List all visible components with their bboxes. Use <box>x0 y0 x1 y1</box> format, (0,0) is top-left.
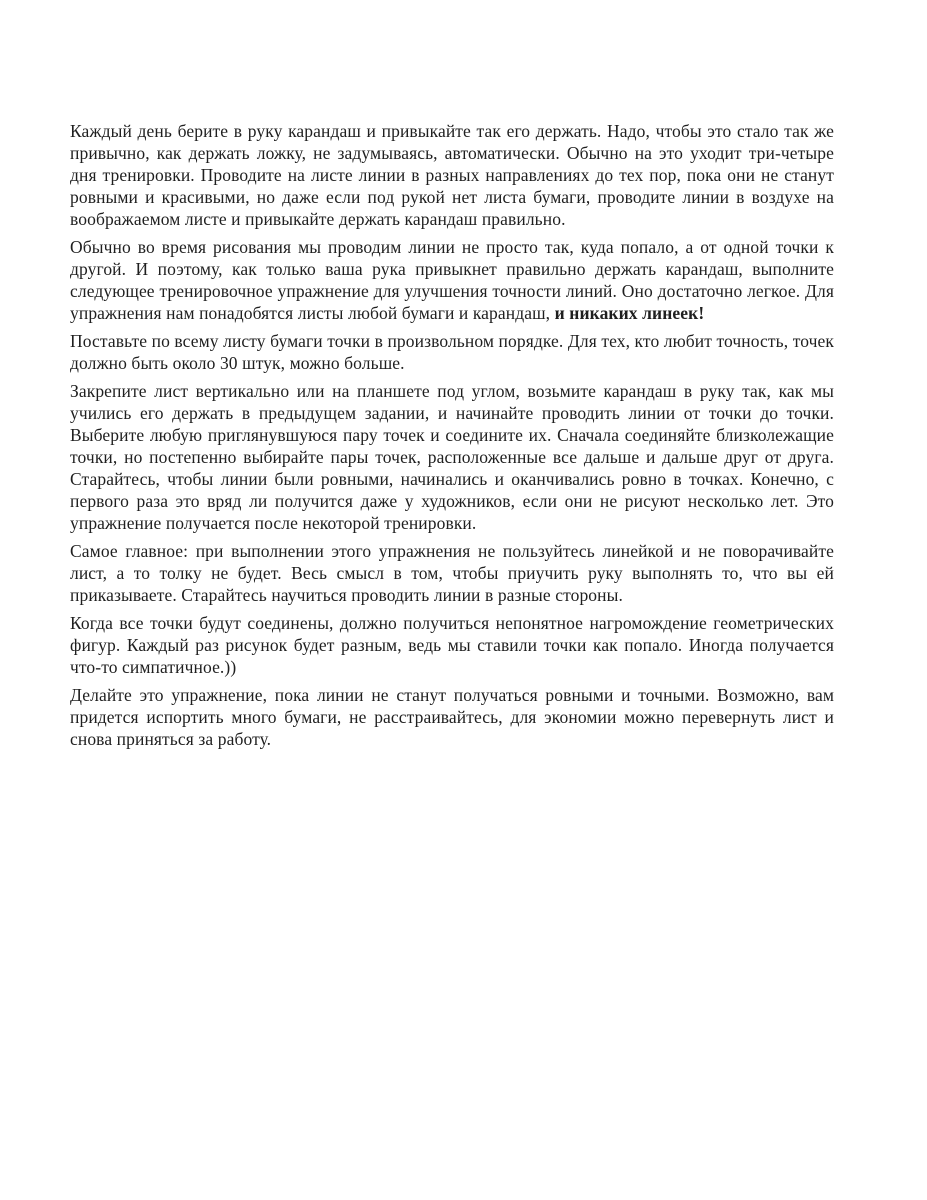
paragraph-pencil-habit: Каждый день берите в руку карандаш и привыкайте так его держать. Надо, чтобы это стало так же привычно, как держать ложку, не задумываясь, автоматически. Обычно на это уходит три-четыре дня тренировки. Проводите на листе линии в разных направлениях до тех пор, пока они не станут ровными и красивыми, но даже если под рукой нет листа бумаги, проводите линии в воздухе на воображаемом листе и привыкайте держать карандаш правильно. <box>70 121 834 229</box>
paragraph-exercise-intro <box>70 236 834 324</box>
paragraph-result-shapes: Когда все точки будут соединены, должно получиться непонятное нагромождение геометрических фигур. Каждый раз рисунок будет разным, ведь мы ставили точки как попало. Иногда получается что-то симпатичное.)) <box>70 613 834 677</box>
paragraph-connect-dots-instructions: Закрепите лист вертикально или на планшете под углом, возьмите карандаш в руку так, как мы учились его держать в предыдущем задании, и начинайте проводить линии от точки до точки. Выберите любую приглянувшуюся пару точек и соедините их. Сначала соединяйте близколежащие точки, но постепенно выбирайте пары точек, расположенные все дальше и дальше друг от друга. Старайтесь, чтобы линии были ровными, начинались и оканчивались ровно в точках. Конечно, с первого раза это вряд ли получится даже у художников, если они не рисуют несколько лет. Это упражнение получается после некоторой тренировки. <box>70 381 834 533</box>
no-rulers-bold-text: и никаких линеек! <box>554 303 705 323</box>
paragraph-main-rule: Самое главное: при выполнении этого упражнения не пользуйтесь линейкой и не поворачивайте лист, а то толку не будет. Весь смысл в том, чтобы приучить руку выполнять то, что вы ей приказываете. Старайтесь научиться проводить линии в разные стороны. <box>70 541 834 605</box>
paragraph-exercise-intro-text: Обычно во время рисования мы проводим линии не просто так, куда попало, а от одной точки к другой. И поэтому, как только ваша рука привыкнет правильно держать карандаш, выполните следующее тренировочное упражнение для улучшения точности линий. Оно достаточно легкое. Для упражнения нам понадобятся листы любой бумаги и карандаш, <box>70 237 834 323</box>
paragraph-place-dots: Поставьте по всему листу бумаги точки в произвольном порядке. Для тех, кто любит точность, точек должно быть около 30 штук, можно больше. <box>70 331 834 373</box>
paragraph-keep-practicing: Делайте это упражнение, пока линии не станут получаться ровными и точными. Возможно, вам придется испортить много бумаги, не расстраивайтесь, для экономии можно перевернуть лист и снова приняться за работу. <box>70 685 834 749</box>
document-text-block <box>70 120 834 756</box>
